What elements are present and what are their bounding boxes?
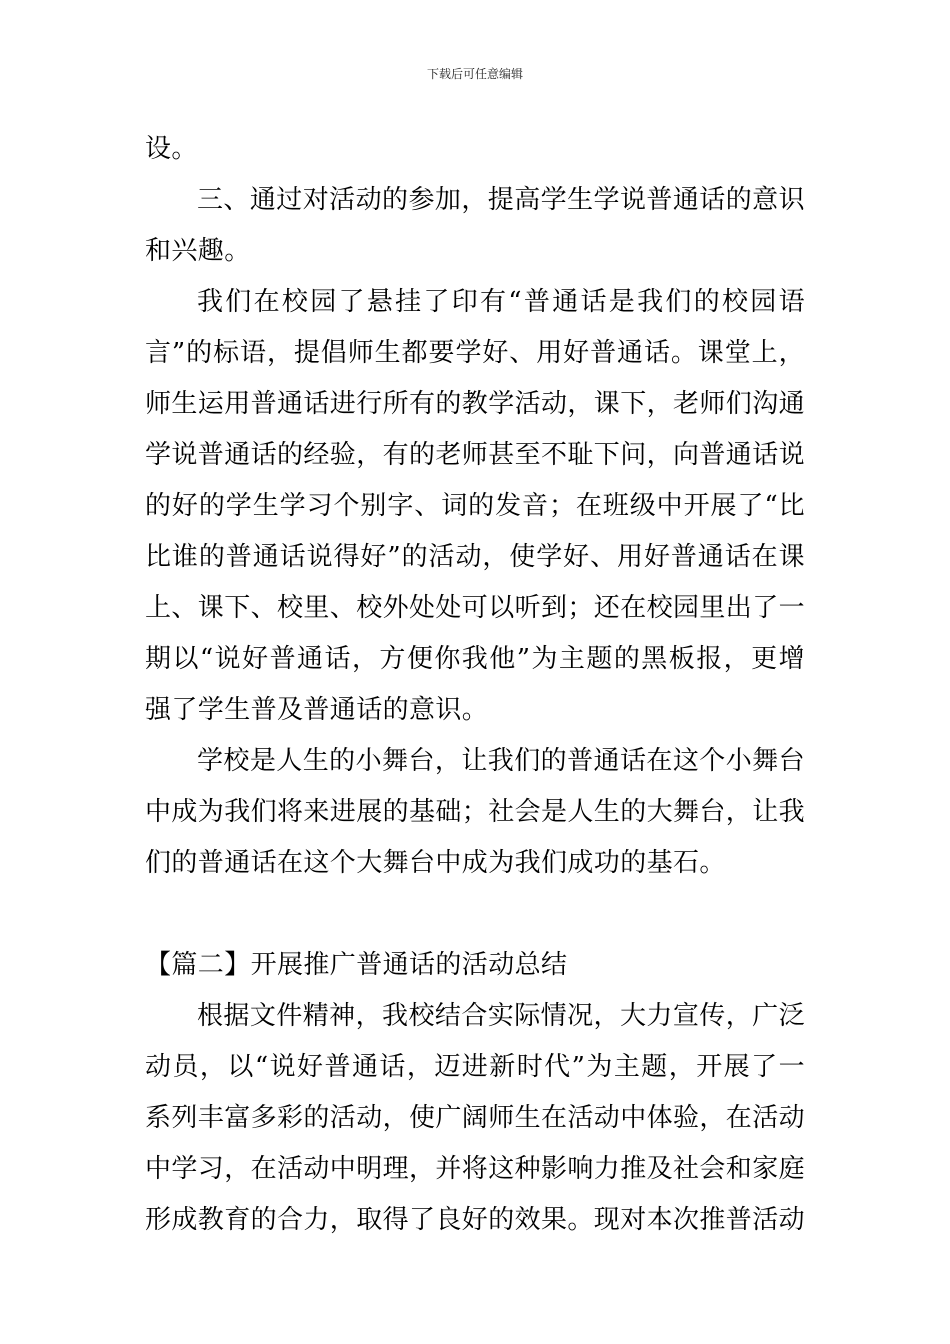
section-spacer bbox=[145, 889, 805, 940]
paragraph-continuation: 设。 bbox=[145, 134, 198, 164]
page-header-note: 下载后可任意编辑 bbox=[426, 67, 523, 81]
campus-activities-paragraph: 我们在校园了悬挂了印有“普通话是我们的校园语言”的标语，提倡师生都要学好、用好普通话。课堂上，师生运用普通话进行所有的教学活动，课下，老师们沟通学说普通话的经验，有的老师甚至不耻下问，向普通话说的好的学生学习个别字、词的发音；在班级中开展了“比比谁的普通话说得好”的活动，使学好、用好普通话在课上、课下、校里、校外处处可以听到；还在校园里出了一期以“说好普通话，方便你我他”为主题的黑板报，更增强了学生普及普通话的意识。 bbox=[145, 287, 806, 725]
part-2-intro-paragraph: 根据文件精神，我校结合实际情况，大力宣传，广泛动员，以“说好普通话，迈进新时代”为主题，开展了一系列丰富多彩的活动，使广阔师生在活动中体验，在活动中学习，在活动中明理，并将这种影响力推及社会和家庭形成教育的合力，取得了良好的效果。现对本次推普活动 bbox=[145, 1001, 806, 1235]
stage-metaphor-paragraph: 学校是人生的小舞台，让我们的普通话在这个小舞台中成为我们将来进展的基础；社会是人生的大舞台，让我们的普通话在这个大舞台中成为我们成功的基石。 bbox=[145, 746, 806, 878]
section-3-title-paragraph: 三、通过对活动的参加，提高学生学说普通话的意识和兴趣。 bbox=[145, 185, 805, 266]
document-body bbox=[145, 124, 805, 1246]
part-2-heading: 【篇二】开展推广普通话的活动总结 bbox=[145, 950, 568, 980]
